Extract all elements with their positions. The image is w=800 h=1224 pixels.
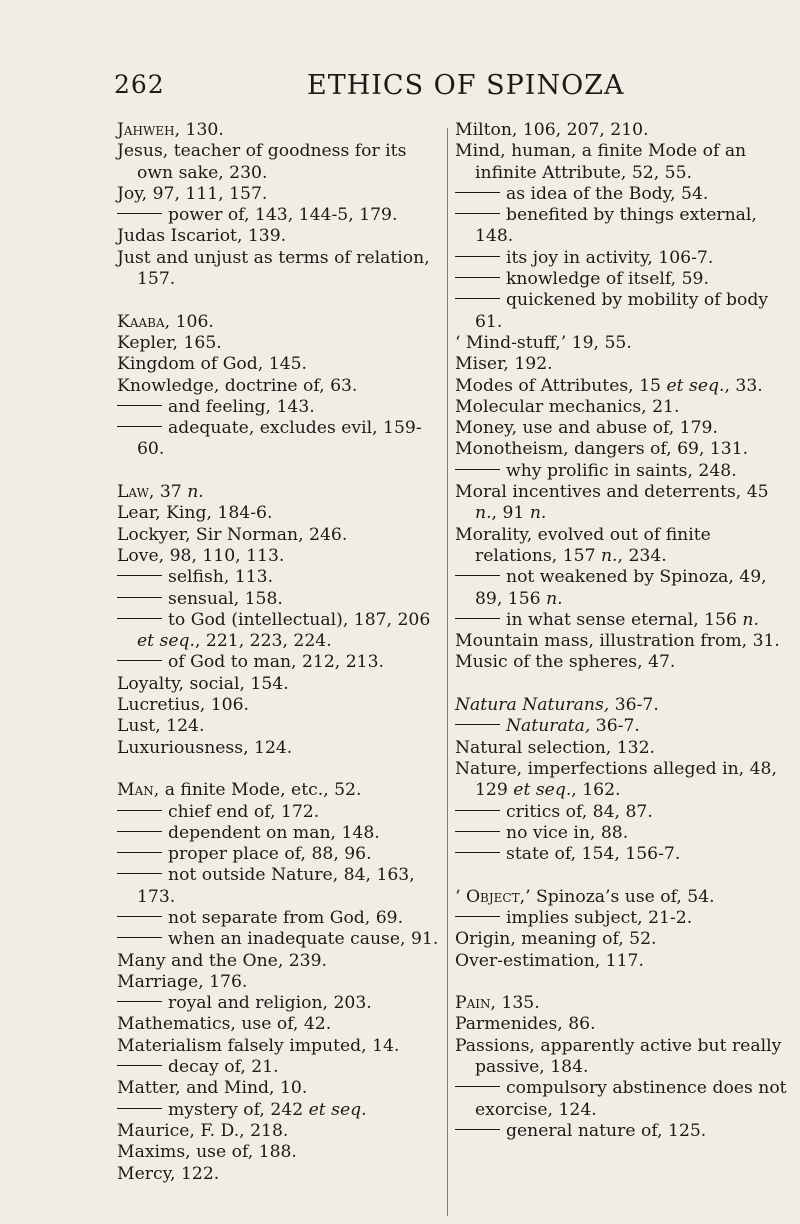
repeat-dash — [117, 405, 162, 406]
index-subentry — [117, 802, 443, 823]
index-subentry — [455, 184, 789, 205]
entry-italic: et seq. — [308, 1099, 367, 1120]
index-entry — [117, 525, 443, 546]
entry-italic-heading: Natura Naturans, — [455, 695, 610, 716]
entry-text: Materialism falsely imputed, 14. — [117, 1035, 400, 1056]
entry-text: Maxims, use of, 188. — [117, 1142, 297, 1163]
index-entry — [455, 482, 789, 525]
repeat-dash — [117, 1001, 162, 1002]
repeat-dash — [455, 298, 500, 299]
index-entry — [117, 695, 443, 716]
entry-text: Knowledge, doctrine of, 63. — [117, 375, 358, 396]
entry-text: power of, 143, 144-5, 179. — [168, 205, 398, 226]
repeat-dash — [455, 810, 500, 811]
index-entry — [117, 333, 443, 354]
index-entry — [455, 695, 789, 716]
index-entry — [117, 141, 443, 184]
index-subentry — [117, 1100, 443, 1121]
index-entry — [455, 525, 789, 568]
entry-text: Many and the One, 239. — [117, 950, 328, 971]
entry-text: Mind, human, a finite Mode of an infinite Attribute, 52, 55. — [455, 141, 747, 183]
entry-text: Judas Iscariot, 139. — [117, 226, 287, 247]
index-entry — [455, 397, 789, 418]
entry-text: Lockyer, Sir Norman, 246. — [117, 524, 348, 545]
repeat-dash — [117, 916, 162, 917]
index-entry — [117, 503, 443, 524]
entry-text: Parmenides, 86. — [455, 1014, 596, 1035]
repeat-dash — [455, 277, 500, 278]
entry-text: to God (intellectual), 187, 206 — [168, 609, 431, 630]
entry-text: its joy in activity, 106-7. — [506, 247, 714, 268]
index-entry — [117, 674, 443, 695]
entry-heading: Pain, — [455, 993, 496, 1014]
repeat-dash — [117, 213, 162, 214]
entry-text: Kepler, 165. — [117, 332, 222, 353]
entry-text: 36-7. — [590, 716, 640, 737]
entry-text: benefited by things external, 148. — [475, 205, 757, 247]
index-entry — [455, 1036, 789, 1079]
repeat-dash — [117, 1108, 162, 1109]
repeat-dash — [117, 852, 162, 853]
entry-text: knowledge of itself, 59. — [506, 269, 709, 290]
entry-text: Lear, King, 184-6. — [117, 503, 273, 524]
entry-text: Over-estimation, 117. — [455, 950, 644, 971]
index-subentry — [455, 844, 789, 865]
section-gap — [455, 865, 789, 886]
entry-text: 130. — [180, 120, 224, 140]
index-subentry — [117, 397, 443, 418]
index-entry — [455, 652, 789, 673]
entry-text: sensual, 158. — [168, 588, 283, 609]
entry-text: Origin, meaning of, 52. — [455, 929, 657, 950]
entry-quote: ‘ — [455, 886, 466, 907]
repeat-dash — [117, 426, 162, 427]
entry-text: compulsory abstinence does not exorcise, 124. — [475, 1078, 787, 1120]
index-entry — [455, 439, 789, 460]
index-entry — [117, 226, 443, 247]
index-entry — [117, 1078, 443, 1099]
repeat-dash — [455, 831, 500, 832]
entry-text: no vice in, 88. — [506, 822, 629, 843]
entry-heading: Object, — [465, 886, 526, 907]
index-subentry — [455, 269, 789, 290]
index-subentry — [117, 610, 443, 653]
repeat-dash — [117, 810, 162, 811]
entry-tail: , 234. — [617, 545, 667, 566]
index-subentry — [117, 205, 443, 226]
entry-text: not weakened by Spinoza, 49, 89, 156 — [475, 567, 767, 609]
entry-italic: et seq. — [137, 631, 195, 652]
repeat-dash — [455, 213, 500, 214]
index-subentry — [455, 290, 789, 333]
index-entry — [117, 1036, 443, 1057]
repeat-dash — [455, 852, 500, 853]
index-subentry — [455, 1121, 789, 1142]
index-subentry — [117, 418, 443, 461]
entry-text: quickened by mobility of body 61. — [475, 290, 769, 332]
repeat-dash — [117, 831, 162, 832]
index-subentry — [117, 844, 443, 865]
index-subentry — [455, 567, 789, 610]
index-subentry — [117, 1057, 443, 1078]
section-gap — [117, 461, 443, 482]
index-entry — [455, 993, 789, 1014]
index-entry — [117, 1121, 443, 1142]
entry-text: Modes of Attributes, 15 — [455, 375, 667, 396]
entry-text: Loyalty, social, 154. — [117, 673, 289, 694]
entry-text: as idea of the Body, 54. — [506, 183, 709, 204]
entry-italic: et seq. — [666, 375, 725, 396]
entry-text: Natural selection, 132. — [455, 737, 655, 758]
entry-text: Molecular mechanics, 21. — [455, 396, 680, 417]
index-entry — [455, 333, 789, 354]
entry-text: Milton, 106, 207, 210. — [455, 120, 649, 140]
entry-tail: , 91 — [491, 503, 530, 524]
entry-text: selfish, 113. — [168, 567, 274, 588]
entry-text: Mountain mass, illustration from, 31. — [455, 631, 780, 652]
index-entry — [117, 951, 443, 972]
section-gap — [117, 759, 443, 780]
entry-text: royal and religion, 203. — [168, 993, 372, 1014]
entry-text: Miser, 192. — [455, 354, 553, 375]
repeat-dash — [455, 1129, 500, 1130]
index-entry — [117, 738, 443, 759]
entry-text: Mathematics, use of, 42. — [117, 1014, 332, 1035]
entry-text: Music of the spheres, 47. — [455, 652, 676, 673]
entry-text: Morality, evolved out of finite relations, 157 — [455, 524, 711, 566]
index-entry — [117, 376, 443, 397]
page-number: 262 — [114, 70, 165, 99]
index-entry — [117, 120, 443, 141]
entry-text: Luxuriousness, 124. — [117, 737, 293, 758]
entry-text: chief end of, 172. — [168, 801, 320, 822]
repeat-dash — [117, 660, 162, 661]
index-entry — [455, 929, 789, 950]
index-entry — [455, 887, 789, 908]
entry-text: critics of, 84, 87. — [506, 801, 653, 822]
entry-text: Joy, 97, 111, 157. — [117, 183, 268, 204]
index-entry — [117, 312, 443, 333]
index-entry — [117, 1142, 443, 1163]
entry-italic: n. — [546, 588, 563, 609]
index-entry — [117, 248, 443, 291]
index-subentry — [117, 652, 443, 673]
entry-text: in what sense eternal, 156 — [506, 609, 743, 630]
index-subentry — [455, 802, 789, 823]
entry-text: and feeling, 143. — [168, 396, 315, 417]
index-entry — [455, 141, 789, 184]
entry-italic: n. — [529, 503, 547, 524]
index-entry — [117, 780, 443, 801]
entry-text: not outside Nature, 84, 163, 173. — [137, 865, 415, 907]
entry-text: mystery of, 242 — [168, 1099, 309, 1120]
index-column-left — [117, 120, 443, 1185]
entry-text: dependent on man, 148. — [168, 822, 380, 843]
section-gap — [455, 674, 789, 695]
index-entry — [117, 482, 443, 503]
index-subentry — [117, 589, 443, 610]
entry-text: proper place of, 88, 96. — [168, 844, 372, 865]
index-column-right — [455, 120, 789, 1142]
index-entry — [455, 376, 789, 397]
entry-text: Monotheism, dangers of, 69, 131. — [455, 439, 749, 460]
entry-text: not separate from God, 69. — [168, 907, 404, 928]
entry-text: 135. — [495, 993, 540, 1014]
entry-text: 36-7. — [609, 695, 659, 716]
repeat-dash — [455, 618, 500, 619]
entry-text: Money, use and abuse of, 179. — [455, 418, 718, 439]
repeat-dash — [455, 192, 500, 193]
repeat-dash — [117, 618, 162, 619]
index-entry — [117, 184, 443, 205]
index-subentry — [455, 610, 789, 631]
section-gap — [455, 972, 789, 993]
index-subentry — [117, 929, 443, 950]
entry-italic: n. — [187, 482, 204, 503]
section-gap — [117, 290, 443, 311]
index-subentry — [117, 865, 443, 908]
entry-text: Lucretius, 106. — [117, 695, 249, 716]
running-title: ETHICS OF SPINOZA — [307, 70, 625, 101]
column-divider — [447, 128, 448, 1216]
entry-text: adequate, excludes evil, 159-60. — [137, 418, 422, 460]
entry-text: Nature, imperfections alleged in, 48, 129 — [455, 758, 777, 801]
entry-text: state of, 154, 156-7. — [506, 844, 681, 865]
entry-heading: Law, — [117, 482, 155, 503]
entry-italic: n. — [600, 545, 618, 566]
entry-text: Passions, apparently active but really passive, 184. — [455, 1035, 782, 1078]
entry-text: Kingdom of God, 145. — [117, 354, 307, 375]
repeat-dash — [455, 575, 500, 576]
entry-text: Matter, and Mind, 10. — [117, 1078, 308, 1099]
repeat-dash — [117, 1065, 162, 1066]
index-entry — [455, 1014, 789, 1035]
index-subentry — [455, 1078, 789, 1121]
entry-text: general nature of, 125. — [506, 1120, 707, 1141]
entry-heading: Man, — [117, 780, 160, 801]
index-subentry — [117, 567, 443, 588]
index-subentry — [455, 823, 789, 844]
entry-text: Maurice, F. D., 218. — [117, 1120, 289, 1141]
index-subentry — [455, 716, 789, 737]
index-entry — [455, 631, 789, 652]
entry-text: Mercy, 122. — [117, 1163, 220, 1184]
repeat-dash — [455, 256, 500, 257]
repeat-dash — [117, 597, 162, 598]
index-entry — [117, 972, 443, 993]
repeat-dash — [455, 469, 500, 470]
repeat-dash — [117, 575, 162, 576]
page-header — [0, 70, 800, 110]
entry-text: Moral incentives and deterrents, 45 — [455, 482, 769, 503]
entry-text: Marriage, 176. — [117, 971, 248, 992]
repeat-dash — [117, 937, 162, 938]
repeat-dash — [455, 1086, 500, 1087]
entry-text: a finite Mode, etc., 52. — [159, 780, 362, 801]
entry-text: Jesus, teacher of goodness for its own sake, 230. — [117, 141, 407, 183]
index-entry — [455, 418, 789, 439]
entry-text: Lust, 124. — [117, 716, 205, 737]
entry-text: when an inadequate cause, 91. — [168, 929, 439, 950]
index-entry — [117, 716, 443, 737]
entry-text: 106. — [170, 311, 214, 332]
entry-text: ‘ Mind-stuff,’ 19, 55. — [455, 332, 632, 353]
entry-text: implies subject, 21-2. — [506, 907, 693, 928]
index-entry — [455, 120, 789, 141]
index-subentry — [455, 461, 789, 482]
entry-heading: Jahweh, — [117, 120, 181, 140]
index-entry — [117, 1164, 443, 1185]
repeat-dash — [455, 916, 500, 917]
index-entry — [117, 546, 443, 567]
index-entry — [455, 759, 789, 802]
index-subentry — [455, 248, 789, 269]
index-entry — [455, 951, 789, 972]
entry-italic: n. — [475, 503, 492, 524]
index-entry — [117, 354, 443, 375]
index-entry — [117, 1014, 443, 1035]
index-entry — [455, 738, 789, 759]
entry-italic-heading: Naturata, — [506, 716, 591, 737]
entry-text: Love, 98, 110, 113. — [117, 545, 285, 566]
entry-italic: et seq. — [513, 780, 572, 801]
entry-text: 37 — [154, 482, 188, 503]
entry-tail: , 221, 223, 224. — [195, 631, 332, 652]
index-subentry — [455, 908, 789, 929]
entry-text: of God to man, 212, 213. — [168, 652, 384, 673]
entry-tail: , 162. — [571, 780, 621, 801]
repeat-dash — [117, 873, 162, 874]
repeat-dash — [455, 724, 500, 725]
index-subentry — [117, 823, 443, 844]
entry-text: Just and unjust as terms of relation, 157. — [117, 247, 430, 290]
entry-italic: n. — [742, 609, 759, 630]
index-entry — [455, 354, 789, 375]
index-subentry — [117, 908, 443, 929]
entry-heading: Kaaba, — [117, 311, 171, 332]
entry-text: decay of, 21. — [168, 1057, 279, 1078]
index-subentry — [455, 205, 789, 248]
index-subentry — [117, 993, 443, 1014]
entry-text: ’ Spinoza’s use of, 54. — [525, 886, 715, 907]
entry-text: why prolific in saints, 248. — [506, 460, 737, 481]
entry-tail: , 33. — [724, 375, 763, 396]
